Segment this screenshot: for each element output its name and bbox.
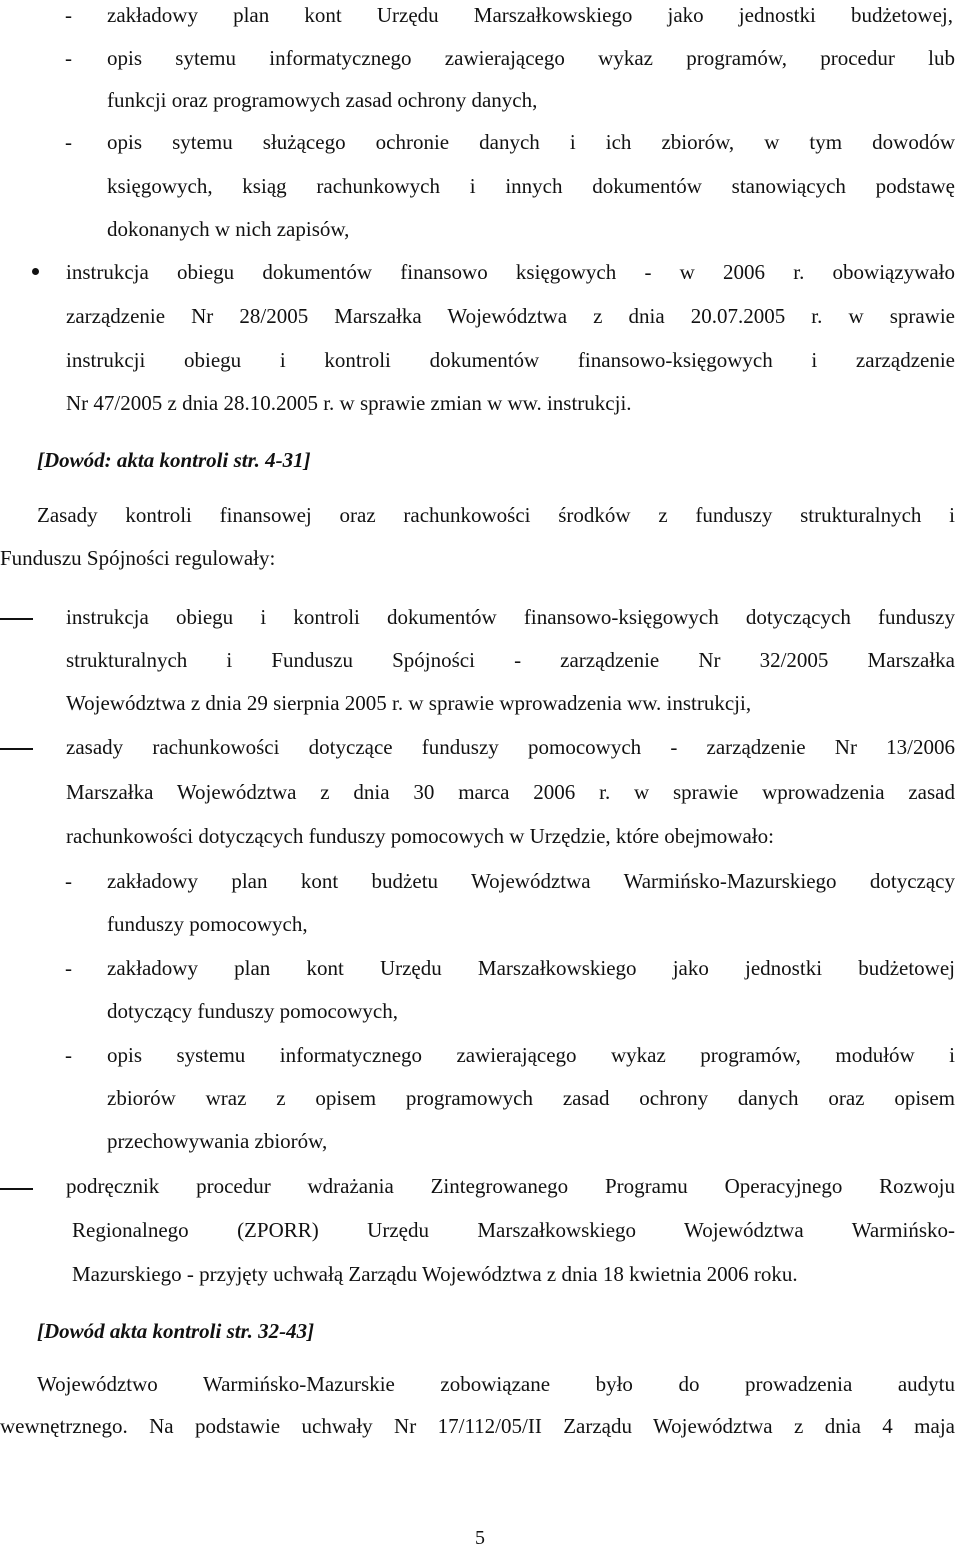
text-line: Regionalnego (ZPORR) Urzędu Marszałkowskiego Województwa Warmińsko- (72, 1218, 955, 1242)
list-dash: - (65, 1043, 72, 1067)
text-line: zakładowy plan kont budżetu Województwa Warmińsko-Mazurskiego dotyczący (107, 869, 955, 893)
text-line: podręcznik procedur wdrażania Zintegrowanego Programu Operacyjnego Rozwoju (66, 1174, 955, 1198)
list-dash (0, 618, 33, 620)
text-line: księgowych, ksiąg rachunkowych i innych dokumentów stanowiących podstawę (107, 174, 955, 198)
text-line: Mazurskiego - przyjęty uchwałą Zarządu Województwa z dnia 18 kwietnia 2006 roku. (72, 1262, 798, 1286)
list-dash: - (65, 3, 72, 27)
text-line: opis systemu informatycznego zawierającego wykaz programów, modułów i (107, 1043, 955, 1067)
evidence-reference: [Dowód akta kontroli str. 32-43] (37, 1319, 315, 1343)
text-line: funduszy pomocowych, (107, 912, 308, 936)
text-line: Funduszu Spójności regulowały: (0, 546, 276, 570)
text-line: Zasady kontroli finansowej oraz rachunkowości środków z funduszy strukturalnych i (37, 503, 955, 527)
text-line: rachunkowości dotyczących funduszy pomocowych w Urzędzie, które obejmowało: (66, 824, 774, 848)
text-line: zakładowy plan kont Urzędu Marszałkowskiego jako jednostki budżetowej, (107, 3, 953, 27)
list-dash: - (65, 46, 72, 70)
text-line: zakładowy plan kont Urzędu Marszałkowskiego jako jednostki budżetowej (107, 956, 955, 980)
list-dash (0, 1188, 33, 1190)
page-number: 5 (475, 1527, 485, 1549)
text-line: opis sytemu informatycznego zawierającego wykaz programów, procedur lub (107, 46, 955, 70)
text-line: przechowywania zbiorów, (107, 1129, 328, 1153)
text-line: zarządzenie Nr 28/2005 Marszałka Województwa z dnia 20.07.2005 r. w sprawie (66, 304, 955, 328)
list-dash: - (65, 956, 72, 980)
bullet-icon (32, 268, 39, 275)
text-line: Marszałka Województwa z dnia 30 marca 2006 r. w sprawie wprowadzenia zasad (66, 780, 955, 804)
list-dash: - (65, 869, 72, 893)
list-dash (0, 748, 33, 750)
text-line: funkcji oraz programowych zasad ochrony danych, (107, 88, 538, 112)
text-line: instrukcji obiegu i kontroli dokumentów finansowo-księgowych i zarządzenie (66, 348, 955, 372)
text-line: Nr 47/2005 z dnia 28.10.2005 r. w sprawie zmian w ww. instrukcji. (66, 391, 632, 415)
text-line: instrukcja obiegu dokumentów finansowo księgowych - w 2006 r. obowiązywało (66, 260, 955, 284)
text-line: opis sytemu służącego ochronie danych i ich zbiorów, w tym dowodów (107, 130, 955, 154)
text-line: wewnętrznego. Na podstawie uchwały Nr 17/112/05/II Zarządu Województwa z dnia 4 maja (0, 1414, 955, 1438)
text-line: strukturalnych i Funduszu Spójności - zarządzenie Nr 32/2005 Marszałka (66, 648, 955, 672)
text-line: dokonanych w nich zapisów, (107, 217, 350, 241)
list-dash: - (65, 130, 72, 154)
text-line: instrukcja obiegu i kontroli dokumentów finansowo-księgowych dotyczących funduszy (66, 605, 955, 629)
text-line: zasady rachunkowości dotyczące funduszy pomocowych - zarządzenie Nr 13/2006 (66, 735, 955, 759)
text-line: Województwo Warmińsko-Mazurskie zobowiązane było do prowadzenia audytu (37, 1372, 955, 1396)
text-line: Województwa z dnia 29 sierpnia 2005 r. w sprawie wprowadzenia ww. instrukcji, (66, 691, 752, 715)
evidence-reference: [Dowód: akta kontroli str. 4-31] (37, 448, 311, 472)
text-line: zbiorów wraz z opisem programowych zasad ochrony danych oraz opisem (107, 1086, 955, 1110)
text-line: dotyczący funduszy pomocowych, (107, 999, 398, 1023)
